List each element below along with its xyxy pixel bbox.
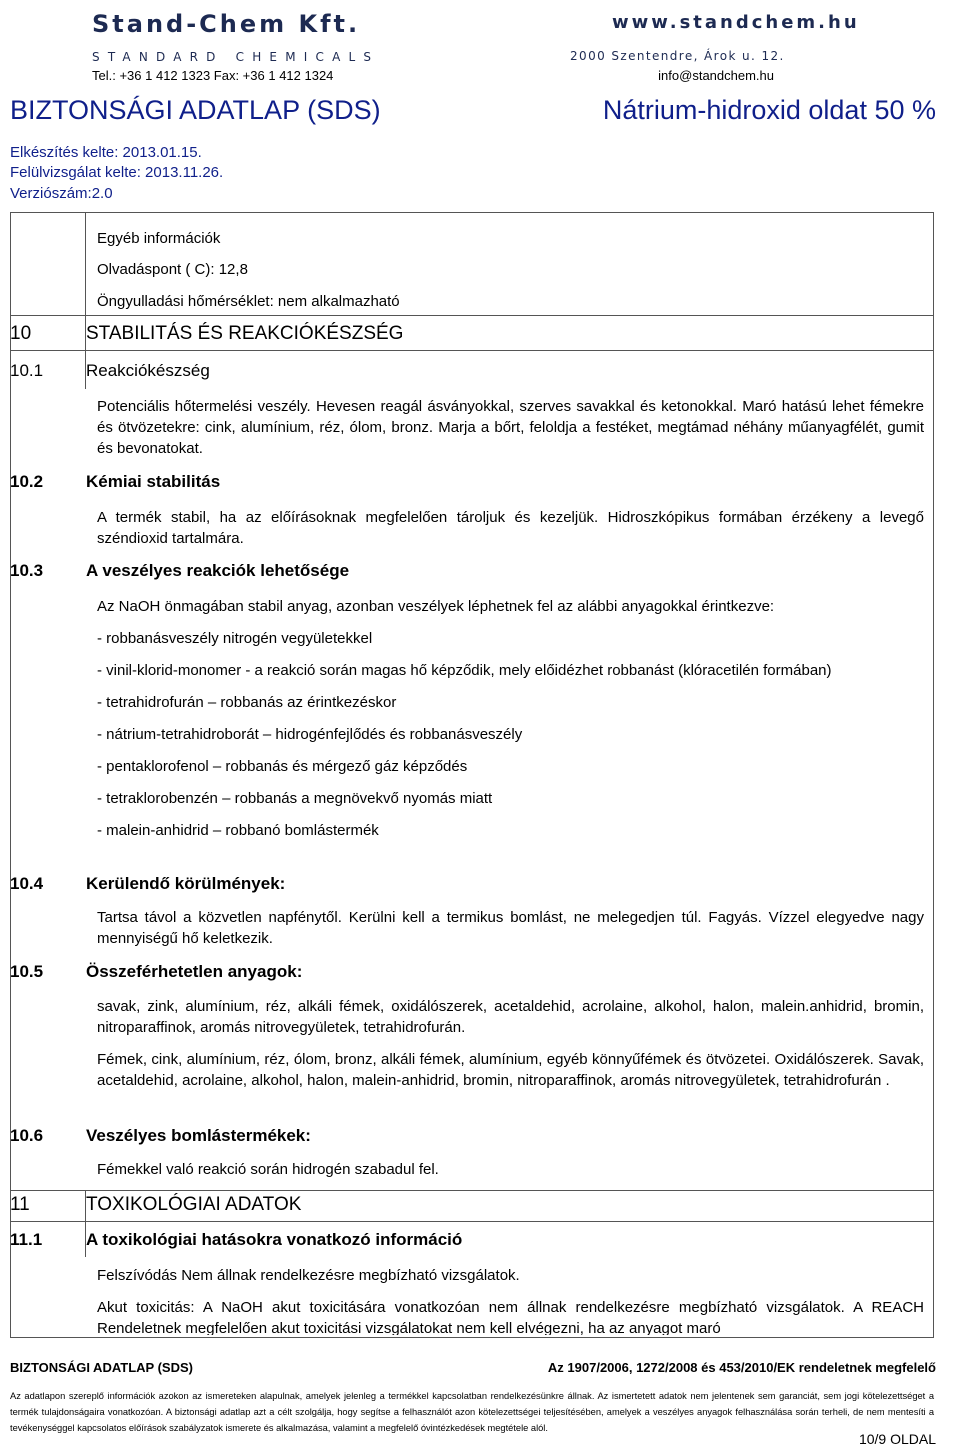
toxicology-block <box>97 1265 924 1335</box>
list-item: - robbanásveszély nitrogén vegyületekkel <box>97 630 373 647</box>
subsection-title: Kerülendő körülmények: <box>86 874 286 893</box>
section-rule <box>10 1221 934 1222</box>
footer-regulation: Az 1907/2006, 1272/2008 és 453/2010/EK rendeletnek megfelelő <box>547 1360 936 1375</box>
section-rule <box>10 315 934 316</box>
company-address: 2000 Szentendre, Árok u. 12. <box>570 49 785 63</box>
melting-point: Olvadáspont ( C): 12,8 <box>97 261 248 278</box>
footer-doc-title: BIZTONSÁGI ADATLAP (SDS) <box>10 1360 193 1375</box>
subsection-number: 10.5 <box>10 962 44 981</box>
incompatible-materials-text: Fémek, cink, alumínium, réz, ólom, bronz, alkáli fémek, alumínium, egyéb könnyűfémek és ötvözetei. Oxidálószerek. Savak, acetaldehid, acrolaine, alkohol, halon, malein-anhidrid, bromin, nitroparaffinok, aromás nitrovegyületek, tetrahidrofurán . <box>97 1051 924 1089</box>
subsection-number: 10.3 <box>10 561 44 580</box>
section-title: TOXIKOLÓGIAI ADATOK <box>86 1194 302 1215</box>
list-item: - pentaklorofenol – robbanás és mérgező gáz képződés <box>97 758 468 775</box>
section-rule <box>10 1190 934 1191</box>
list-item: - malein-anhidrid – robbanó bomlástermék <box>97 822 379 839</box>
subsection-number: 10.1 <box>10 361 44 380</box>
hazardous-reactions-block <box>97 596 924 852</box>
company-tagline: STANDARD CHEMICALS <box>92 50 380 64</box>
company-logo-text: Stand-Chem Kft. <box>92 10 361 38</box>
subsection-number: 10.4 <box>10 874 44 893</box>
subsection-title: Veszélyes bomlástermékek: <box>86 1126 311 1145</box>
email: info@standchem.hu <box>658 68 774 83</box>
section-number: 11 <box>10 1194 30 1215</box>
version-number: Verziószám:2.0 <box>10 185 113 202</box>
product-name: Nátrium-hidroxid oldat 50 % <box>602 95 936 125</box>
created-date: Elkészítés kelte: 2013.01.15. <box>10 144 202 161</box>
section-title: STABILITÁS ÉS REAKCIÓKÉSZSÉG <box>86 323 404 344</box>
list-item: - nátrium-tetrahidroborát – hidrogénfejlődés és robbanásveszély <box>97 726 523 743</box>
phone-fax: Tel.: +36 1 412 1323 Fax: +36 1 412 1324 <box>92 68 334 83</box>
subsection-title: A toxikológiai hatásokra vonatkozó információ <box>86 1230 463 1249</box>
list-item: - tetrahidrofurán – robbanás az érintkezéskor <box>97 694 397 711</box>
document-title: BIZTONSÁGI ADATLAP (SDS) <box>10 95 381 125</box>
column-divider <box>85 212 86 315</box>
reactivity-text: Potenciális hőtermelési veszély. Hevesen reagál ásványokkal, szerves savakkal és ketonokkal. Maró hatású lehet fémekre és ötvözetekre: cink, alumínium, réz, ólom, bronz. Marja a bőrt, feloldja a festéket, megtámad néhány műanyagfélét, gumit és bevonatokat. <box>97 398 924 457</box>
hazardous-reactions-intro: Az NaOH önmagában stabil anyag, azonban veszélyek léphetnek fel az alábbi anyagokkal érintkezve: <box>97 598 775 615</box>
list-item: - tetraklorobenzén – robbanás a megnövekvő nyomás miatt <box>97 790 493 807</box>
absorption-text: Felszívódás Nem állnak rendelkezésre megbízható vizsgálatok. <box>97 1267 520 1284</box>
company-website: www.standchem.hu <box>612 12 860 33</box>
subsection-title: Összeférhetetlen anyagok: <box>86 962 303 981</box>
revised-date: Felülvizsgálat kelte: 2013.11.26. <box>10 164 224 181</box>
subsection-title: A veszélyes reakciók lehetősége <box>86 561 350 580</box>
chemical-stability-text: A termék stabil, ha az előírásoknak megfelelően tároljuk és kezeljük. Hidroszkópikus formában érzékeny a levegő széndioxid tartalmára. <box>97 509 924 547</box>
decomposition-products-text: Fémekkel való reakció során hidrogén szabadul fel. <box>97 1161 439 1178</box>
section-number: 10 <box>10 323 32 344</box>
subsection-number: 10.6 <box>10 1126 44 1145</box>
incompatible-materials-block <box>97 996 924 1102</box>
subsection-title: Kémiai stabilitás <box>86 472 221 491</box>
subsection-number: 11.1 <box>10 1230 43 1249</box>
page-number: 10/9 OLDAL <box>858 1431 936 1447</box>
subsection-number: 10.2 <box>10 472 44 491</box>
footer-disclaimer: Az adatlapon szereplő információk azokon az ismereteken alapulnak, amelyek jelenleg a termékkel kapcsolatban rendelkezésünkre állnak. Az ismertetett adatok nem jelentenek sem garanciát, sem jogi kötelezettséget a termék tulajdonságaira vonatkozóan. A biztonsági adatlap azt a célt szolgálja, hogy segítse a felhasználót azon kötelezettségei teljesítésében, amelyek a veszélyes anyagok felhasználása során terheli, de nem mentesíti a tevékenységgel kapcsolatos előírások szabályzatok ismerete és alkalmazása, valamint a megfelelő óvintézkedések megtétele alól. <box>10 1391 934 1433</box>
subsection-title: Reakciókészség <box>86 361 210 380</box>
autoignition-temp: Öngyulladási hőmérséklet: nem alkalmazható <box>97 293 400 310</box>
list-item: - vinil-klorid-monomer - a reakció során magas hő képződik, mely előidézhet robbanást (klóracetilén formában) <box>97 662 832 679</box>
acute-toxicity-text: Akut toxicitás: A NaOH akut toxicitására vonatkozóan nem állnak rendelkezésre megbízható vizsgálatok. A REACH Rendeletnek megfelelően akut toxicitási vizsgálatokat nem kell elvégezni, ha az anyagot maró <box>97 1299 924 1335</box>
other-info-heading: Egyéb információk <box>97 230 221 247</box>
conditions-to-avoid-text: Tartsa távol a közvetlen napfénytől. Kerülni kell a termikus bomlást, ne melegedjen túl. Fagyás. Vízzel elegyedve nagy mennyiségű hő keletkezik. <box>97 909 924 947</box>
section-rule <box>10 350 934 351</box>
incompatible-materials-text: savak, zink, alumínium, réz, alkáli fémek, oxidálószerek, acetaldehid, acrolaine, alkohol, halon, malein.anhidrid, bromin, nitroparaffinok, aromás nitrovegyületek, tetrahidrofurán. <box>97 998 924 1036</box>
